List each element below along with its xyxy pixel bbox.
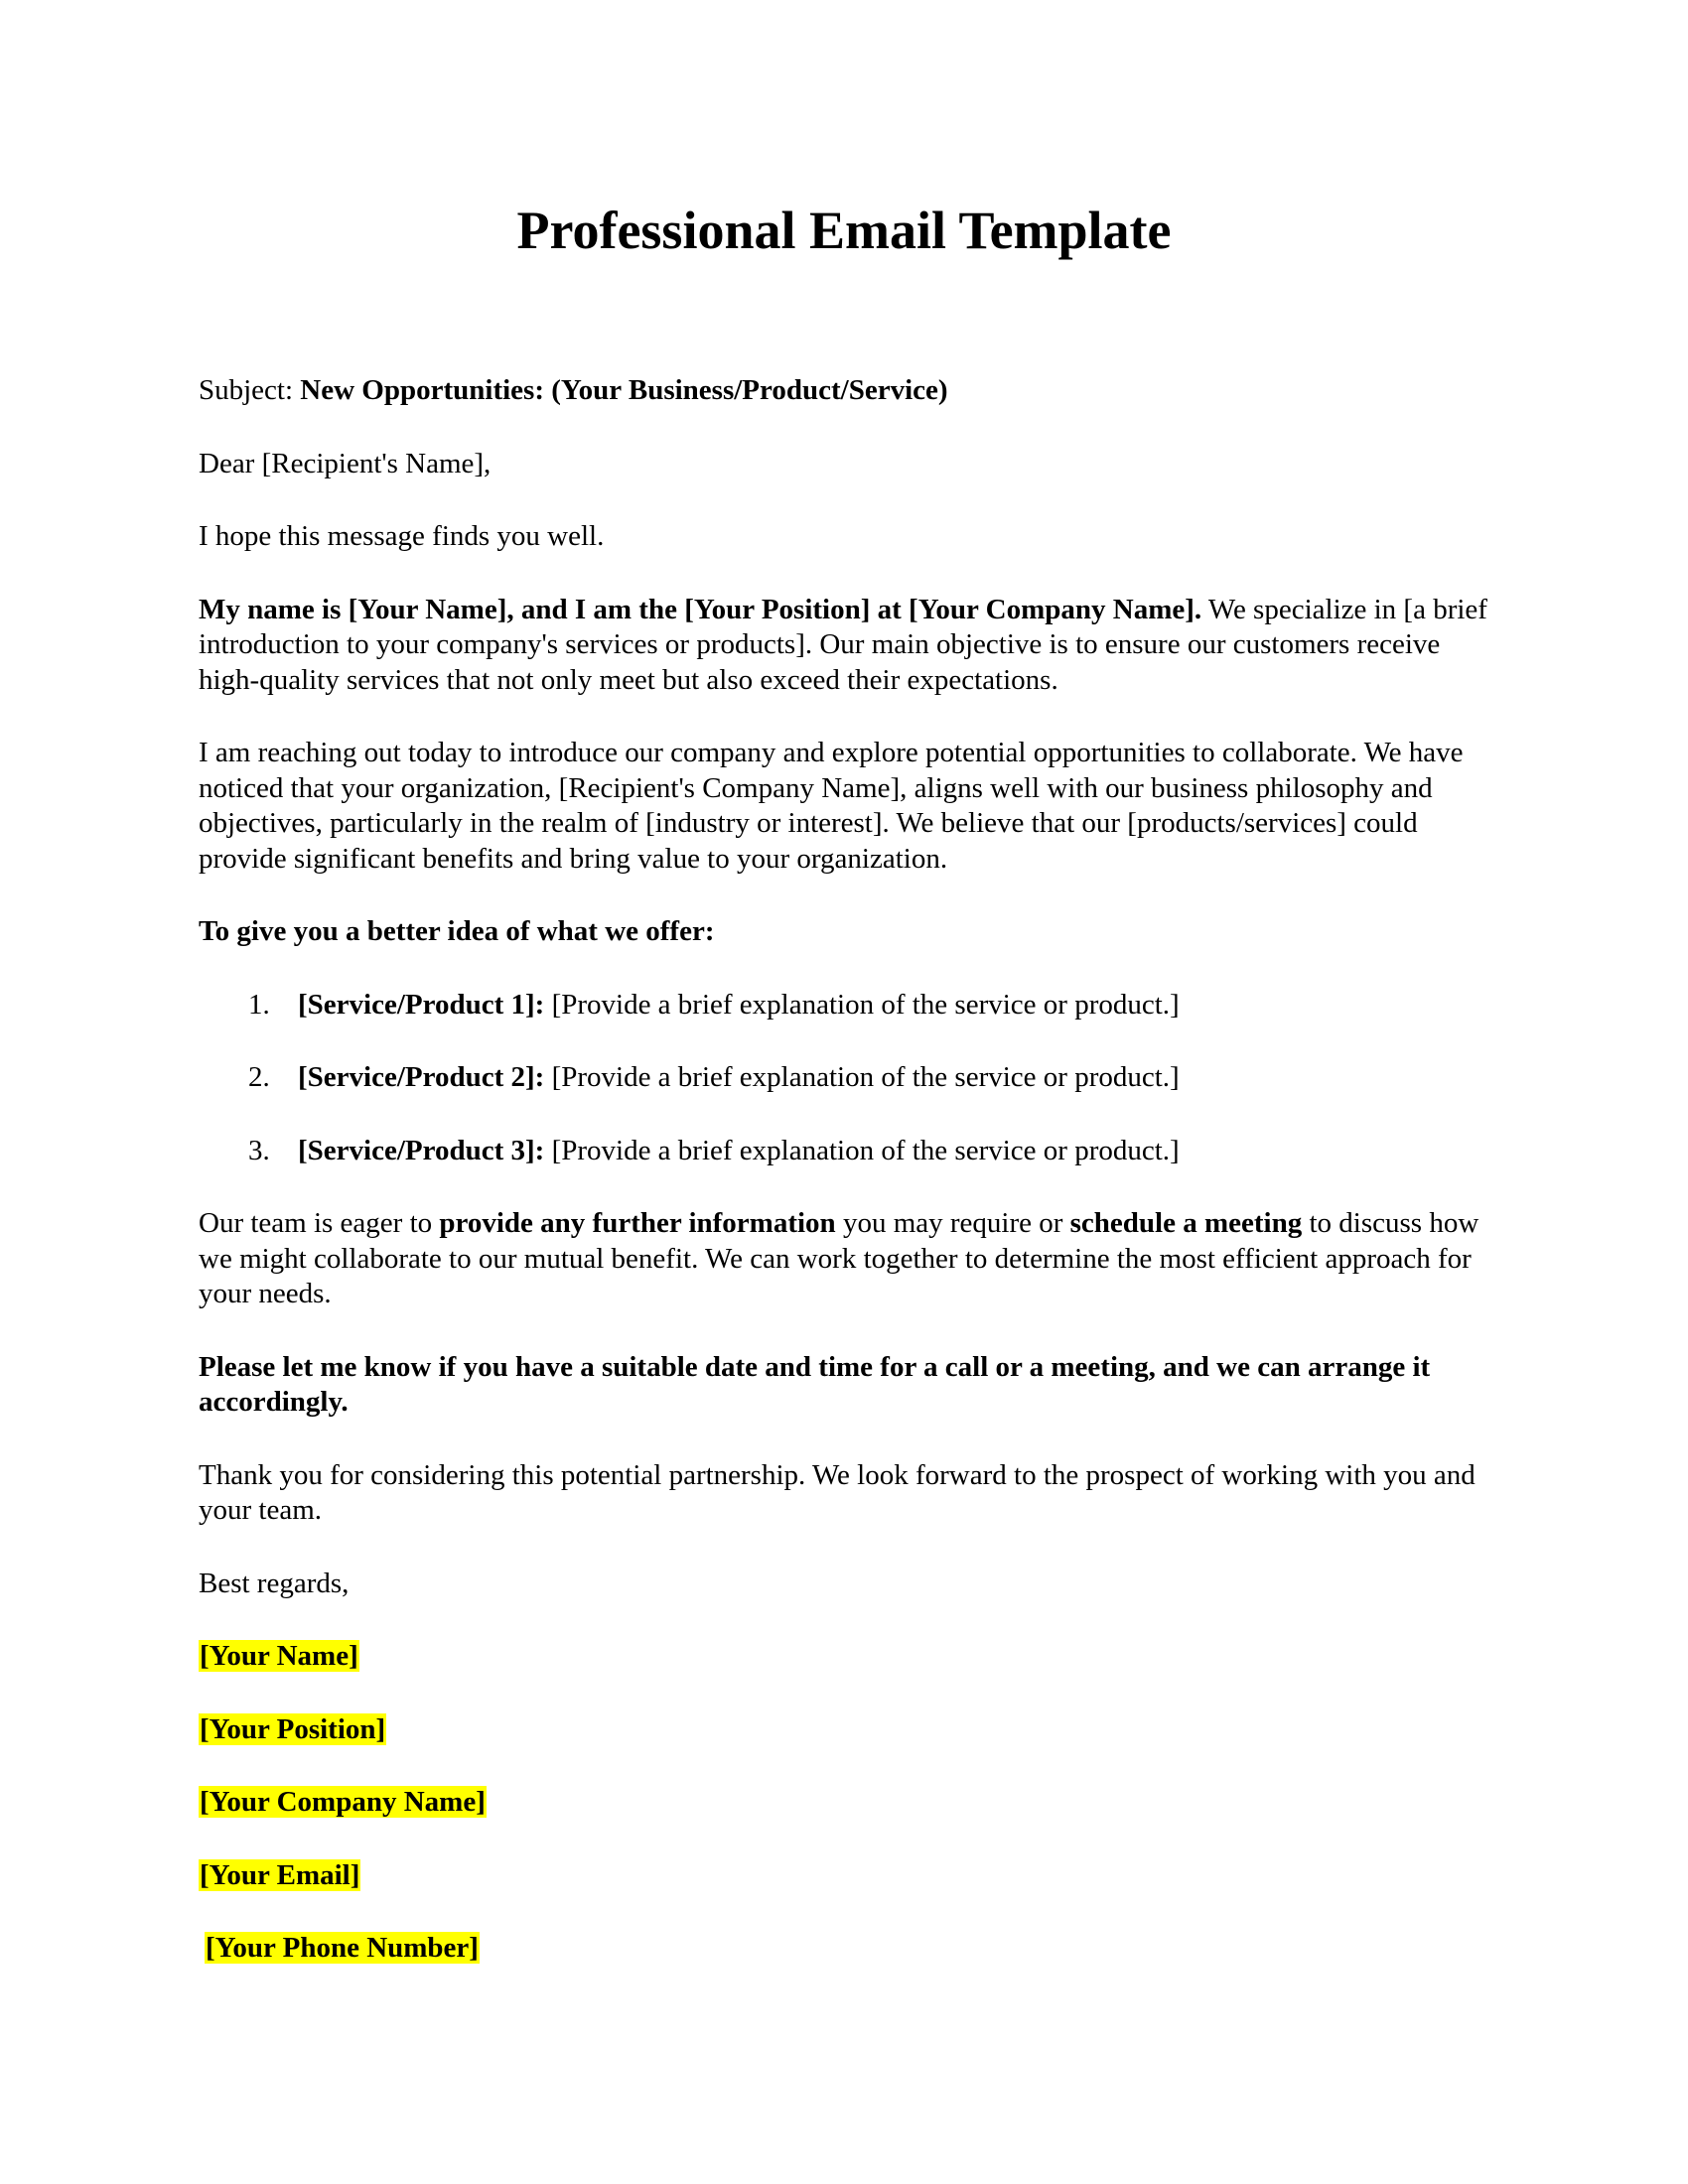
document-title: Professional Email Template (516, 201, 1172, 260)
team-part3: to discuss how we might collaborate to our mutual benefit. We can work together to determine the most efficient approach for your needs. (199, 1207, 1479, 1309)
email-body (199, 373, 1499, 2004)
subject-label: Subject: (199, 374, 294, 406)
subject-value: New Opportunities: (Your Business/Product/Service) (300, 374, 948, 406)
list-item-number: 3. (248, 1134, 270, 1166)
signature-email: [Your Email] (200, 1858, 360, 1891)
signature-position-line (199, 1712, 1499, 1748)
signature-name-line (199, 1639, 1499, 1675)
signature-company: [Your Company Name] (200, 1786, 486, 1818)
list-item-name: [Service/Product 1]: (298, 988, 545, 1021)
list-item-desc: [Provide a brief explanation of the service or product.] (551, 1134, 1180, 1166)
list-item-text (298, 1060, 1180, 1096)
list-item-number: 2. (248, 1061, 270, 1093)
opening-line: I hope this message finds you well. (199, 520, 605, 552)
signature-name: [Your Name] (200, 1640, 358, 1672)
team-bold1: provide any further information (439, 1207, 836, 1239)
intro-bold: My name is [Your Name], and I am the [Your Position] at [Your Company Name]. (199, 593, 1202, 625)
thanks-paragraph: Thank you for considering this potential partnership. We look forward to the prospect of working with you and your team. (199, 1458, 1476, 1526)
signature-phone-line (199, 1931, 1499, 1967)
signature-company-line (199, 1785, 1499, 1821)
list-item-text (298, 1134, 1180, 1169)
list-item-number: 1. (248, 988, 270, 1021)
greeting: Dear [Recipient's Name], (199, 447, 492, 479)
list-item-desc: [Provide a brief explanation of the service or product.] (551, 988, 1180, 1021)
team-paragraph (199, 1206, 1499, 1312)
offer-heading: To give you a better idea of what we offer: (199, 915, 715, 947)
signature-email-line (199, 1858, 1499, 1894)
signature-position: [Your Position] (200, 1712, 386, 1745)
outreach-paragraph: I am reaching out today to introduce our company and explore potential opportunities to collaborate. We have noticed that your organization, [Recipient's Company Name], aligns well with our business philosophy and objectives, particularly in the realm of [industry or interest]. We believe that our [products/services] could provide significant benefits and bring value to your organization. (199, 737, 1464, 875)
list-item-name: [Service/Product 2]: (298, 1061, 545, 1093)
team-part2: you may require or (842, 1207, 1063, 1239)
signature-phone: [Your Phone Number] (206, 1932, 479, 1964)
subject-line (199, 373, 1499, 409)
list-item (199, 1134, 1499, 1169)
list-item-name: [Service/Product 3]: (298, 1134, 545, 1166)
list-item-text (298, 988, 1180, 1024)
list-item (199, 988, 1499, 1024)
offer-list (199, 988, 1499, 1169)
team-part1: Our team is eager to (199, 1207, 433, 1239)
list-item-desc: [Provide a brief explanation of the service or product.] (551, 1061, 1180, 1093)
closing: Best regards, (199, 1567, 350, 1599)
intro-rest: We specialize in [a brief introduction to your company's services or products]. Our main objective is to ensure our customers receive high-quality services that not only meet but also exceed their expectations. (199, 593, 1487, 696)
list-item (199, 1060, 1499, 1096)
signature-block (199, 1639, 1499, 1967)
team-bold2: schedule a meeting (1069, 1207, 1303, 1239)
intro-paragraph (199, 593, 1499, 699)
request-paragraph: Please let me know if you have a suitable date and time for a call or a meeting, and we can arrange it accordingly. (199, 1350, 1431, 1418)
